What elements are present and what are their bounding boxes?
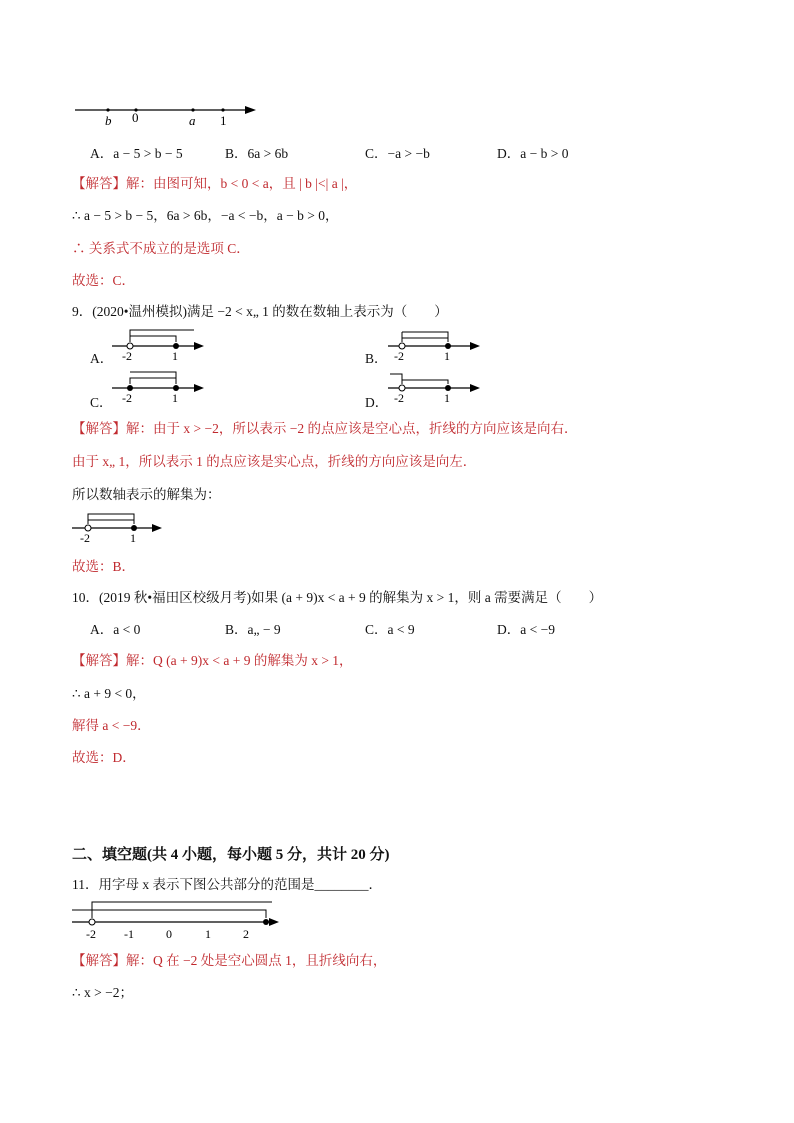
svg-text:-2: -2 <box>122 349 132 363</box>
answer-tag: 【解答】 <box>72 653 126 668</box>
svg-text:0: 0 <box>166 927 172 941</box>
svg-text:1: 1 <box>130 531 136 545</box>
svg-text:1: 1 <box>205 927 211 941</box>
q10-answer-line4: 故选：D． <box>72 750 136 765</box>
svg-text:1: 1 <box>172 391 178 405</box>
q9-option-c[interactable]: C． <box>90 395 113 410</box>
q9-option-d-number-line[interactable] <box>388 368 488 406</box>
q10-answer-line1 <box>72 652 353 670</box>
q9-stem: 9．(2020•温州模拟)满足 −2 < x„ 1 的数在数轴上表示为（ ） <box>72 304 448 319</box>
q9-answer-line2: 由于 x„ 1，所以表示 1 的点应该是实心点，折线的方向应该是向左． <box>72 454 477 469</box>
q8-label-a: a <box>189 113 196 128</box>
answer-text: 解：由于 x > −2，所以表示 −2 的点应该是空心点，折线的方向应该是向右． <box>126 421 578 436</box>
q9-option-a[interactable]: A． <box>90 351 114 366</box>
answer-tag: 【解答】 <box>72 953 126 968</box>
q9-answer-number-line <box>72 510 172 548</box>
q10-option-a[interactable]: A．a < 0 <box>90 622 141 637</box>
svg-text:2: 2 <box>243 927 249 941</box>
svg-text:1: 1 <box>444 349 450 363</box>
answer-tag: 【解答】 <box>72 421 126 436</box>
q9-option-b[interactable]: B． <box>365 351 388 366</box>
q11-stem: 11．用字母 x 表示下图公共部分的范围是________． <box>72 877 382 892</box>
q10-answer-line2: ∴ a + 9 < 0， <box>72 686 146 701</box>
q9-option-b-number-line[interactable] <box>388 326 488 364</box>
svg-text:-2: -2 <box>80 531 90 545</box>
q11-answer-line2: ∴ x > −2； <box>72 985 133 1000</box>
q8-label-0: 0 <box>132 110 139 125</box>
svg-text:1: 1 <box>444 391 450 405</box>
svg-text:-2: -2 <box>394 349 404 363</box>
section-heading: 二、填空题(共 4 小题，每小题 5 分，共计 20 分) <box>72 847 390 863</box>
q10-stem: 10．(2019 秋•福田区校级月考)如果 (a + 9)x < a + 9 的解集为 x > 1，则 a 需要满足（ ） <box>72 590 603 605</box>
q9-option-a-number-line[interactable] <box>112 326 212 364</box>
q11-number-line <box>72 898 287 943</box>
q11-answer-line1 <box>72 952 386 970</box>
q8-number-line <box>75 100 260 130</box>
q10-answer-line3: 解得 a < −9． <box>72 718 151 733</box>
svg-text:-1: -1 <box>124 927 134 941</box>
q8-label-1: 1 <box>220 113 227 128</box>
q9-option-d[interactable]: D． <box>365 395 389 410</box>
answer-text: 解：由图可知，b < 0 < a，且 | b |<| a |， <box>126 176 358 191</box>
q10-option-c[interactable]: C．a < 9 <box>365 622 415 637</box>
q8-option-a[interactable]: A．a − 5 > b − 5 <box>90 146 183 161</box>
q8-option-b[interactable]: B．6a > 6b <box>225 146 289 161</box>
q8-label-b: b <box>105 113 112 128</box>
answer-text: 解：Q 在 −2 处是空心圆点 1，且折线向右， <box>126 953 387 968</box>
q10-option-b[interactable]: B．a„ − 9 <box>225 622 281 637</box>
q8-answer-line4: 故选：C． <box>72 273 136 288</box>
svg-text:1: 1 <box>172 349 178 363</box>
q9-option-c-number-line[interactable] <box>112 368 212 406</box>
svg-text:-2: -2 <box>122 391 132 405</box>
q9-answer-line1 <box>72 420 577 438</box>
q8-option-c[interactable]: C．−a > −b <box>365 146 430 161</box>
answer-tag: 【解答】 <box>72 176 126 191</box>
q10-option-d[interactable]: D．a < −9 <box>497 622 555 637</box>
q8-answer-line1 <box>72 175 357 193</box>
q8-option-d[interactable]: D．a − b > 0 <box>497 146 569 161</box>
q9-answer-line4: 故选：B． <box>72 559 136 574</box>
q9-answer-line3: 所以数轴表示的解集为： <box>72 487 221 502</box>
svg-text:-2: -2 <box>86 927 96 941</box>
q8-answer-line3: ∴ 关系式不成立的是选项 C． <box>72 241 250 256</box>
svg-text:-2: -2 <box>394 391 404 405</box>
answer-text: 解：Q (a + 9)x < a + 9 的解集为 x > 1， <box>126 653 353 668</box>
q8-answer-line2: ∴ a − 5 > b − 5，6a > 6b，−a < −b，a − b > 0， <box>72 208 339 223</box>
